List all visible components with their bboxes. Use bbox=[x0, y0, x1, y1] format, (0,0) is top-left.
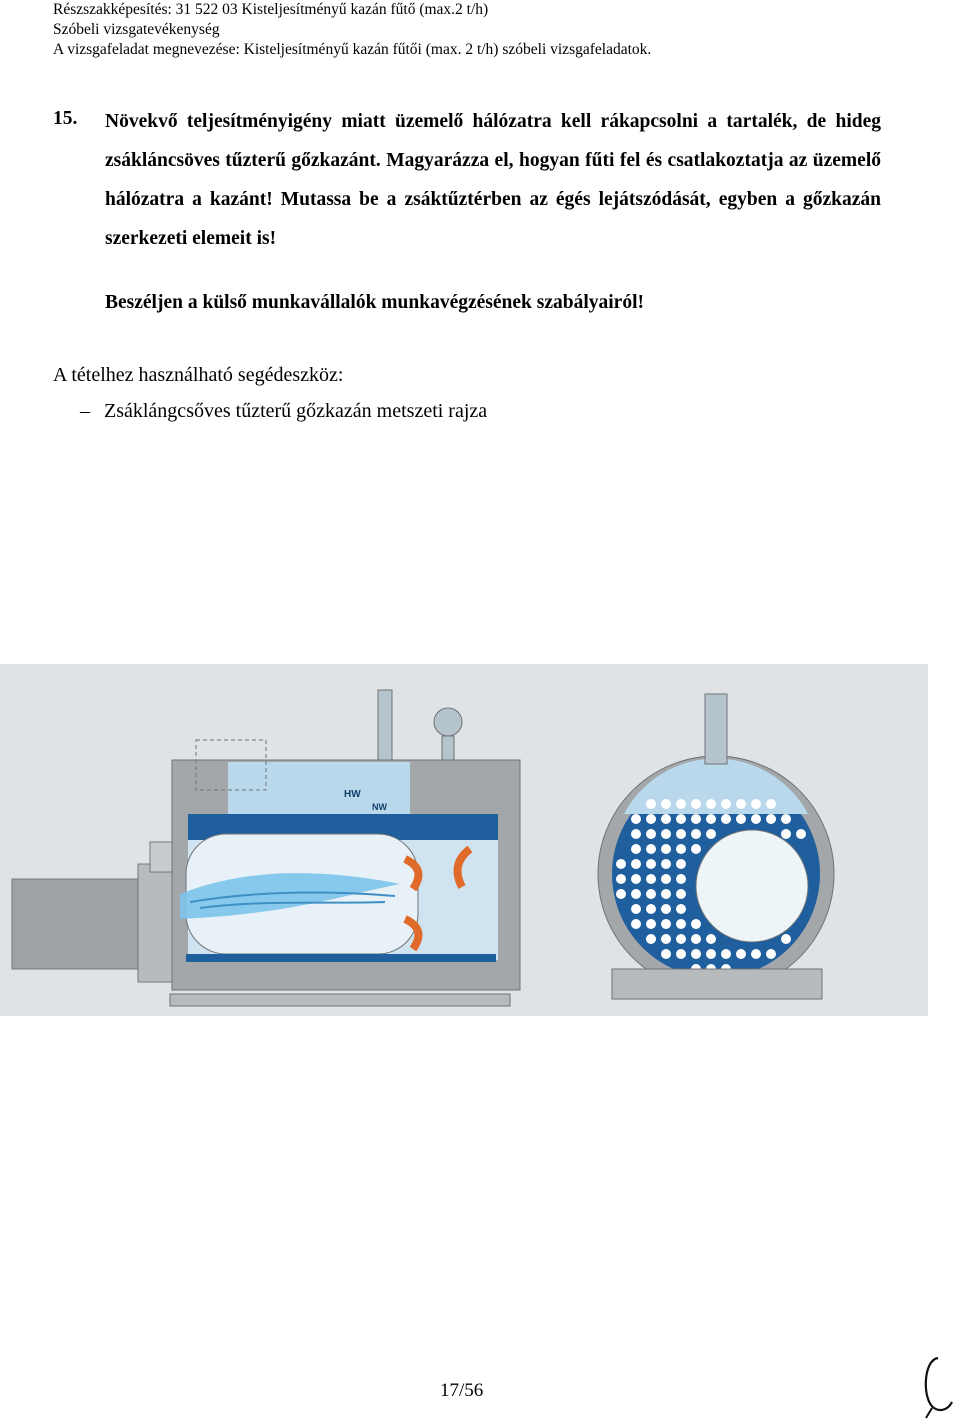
fire-tube-hole bbox=[661, 859, 671, 869]
fire-tube-hole bbox=[661, 829, 671, 839]
fire-tube-hole bbox=[661, 814, 671, 824]
fire-tube-hole bbox=[676, 919, 686, 929]
fire-tube-hole bbox=[631, 904, 641, 914]
question-number: 15. bbox=[53, 108, 78, 129]
fire-tube-hole bbox=[676, 829, 686, 839]
label-hw: HW bbox=[344, 789, 361, 800]
fire-tube-hole bbox=[691, 934, 701, 944]
fire-tube-hole bbox=[706, 814, 716, 824]
fire-tube-hole bbox=[751, 814, 761, 824]
fire-tube-hole bbox=[721, 949, 731, 959]
header-task-name: A vizsgafeladat megnevezése: Kisteljesítményű kazán fűtői (max. 2 t/h) szóbeli vizsgafeladatok. bbox=[53, 41, 652, 58]
fire-tube-hole bbox=[676, 904, 686, 914]
fire-tube-hole bbox=[796, 829, 806, 839]
fire-tube-hole bbox=[646, 814, 656, 824]
fire-tube-hole bbox=[661, 919, 671, 929]
fire-tube-hole bbox=[676, 949, 686, 959]
fire-tube-hole bbox=[646, 844, 656, 854]
fire-tube-hole bbox=[751, 949, 761, 959]
fire-tube-hole bbox=[706, 934, 716, 944]
fire-tube-hole bbox=[721, 814, 731, 824]
fire-tube-hole bbox=[646, 904, 656, 914]
fire-tube-hole bbox=[766, 949, 776, 959]
fire-tube-hole bbox=[616, 859, 626, 869]
question-extra: Beszéljen a külső munkavállalók munkavégzésének szabályairól! bbox=[105, 292, 644, 313]
fire-tube-hole bbox=[661, 889, 671, 899]
tools-item bbox=[80, 400, 487, 423]
fire-tube-hole bbox=[751, 799, 761, 809]
fire-tube-hole bbox=[631, 829, 641, 839]
fire-tube-hole bbox=[661, 949, 671, 959]
fire-tube-hole bbox=[706, 829, 716, 839]
fire-tube-hole bbox=[676, 934, 686, 944]
boiler-section-drawing bbox=[0, 664, 928, 1016]
fire-tube-hole bbox=[676, 859, 686, 869]
fire-tube-hole bbox=[661, 904, 671, 914]
fire-tube-hole bbox=[631, 859, 641, 869]
fire-tube-hole bbox=[631, 919, 641, 929]
fire-tube-hole bbox=[631, 844, 641, 854]
fire-tube-hole bbox=[781, 934, 791, 944]
fire-tube-hole bbox=[661, 874, 671, 884]
fire-tube-hole bbox=[766, 814, 776, 824]
tools-heading: A tételhez használható segédeszköz: bbox=[53, 364, 344, 386]
fire-tube-hole bbox=[631, 874, 641, 884]
fire-tube-hole bbox=[781, 829, 791, 839]
fire-tube-hole bbox=[736, 814, 746, 824]
header-qualification: Részszakképesítés: 31 522 03 Kisteljesítményű kazán fűtő (max.2 t/h) bbox=[53, 1, 489, 18]
fire-tube-hole bbox=[706, 799, 716, 809]
fire-tube-hole bbox=[691, 949, 701, 959]
signature bbox=[918, 1350, 956, 1420]
fire-tube-hole bbox=[706, 949, 716, 959]
list-dash: – bbox=[80, 400, 90, 422]
page-number: 17/56 bbox=[440, 1380, 484, 1401]
fire-tube-hole bbox=[646, 829, 656, 839]
fire-tube-hole bbox=[646, 874, 656, 884]
fire-tube-hole bbox=[631, 814, 641, 824]
fire-tube-hole bbox=[646, 799, 656, 809]
fire-tube-hole bbox=[631, 889, 641, 899]
label-nw: NW bbox=[372, 802, 387, 812]
fire-tube-hole bbox=[646, 859, 656, 869]
fire-tube-hole bbox=[676, 844, 686, 854]
fire-tube-hole bbox=[646, 889, 656, 899]
fire-tube-hole bbox=[691, 814, 701, 824]
fire-tube-hole bbox=[616, 889, 626, 899]
question-text bbox=[105, 102, 881, 258]
fire-tube-hole bbox=[691, 844, 701, 854]
fire-tube-hole bbox=[736, 949, 746, 959]
fire-tube-hole bbox=[676, 889, 686, 899]
fire-tube-hole bbox=[721, 799, 731, 809]
fire-tube-hole bbox=[736, 799, 746, 809]
fire-tube-hole bbox=[691, 829, 701, 839]
question-paragraph: Növekvő teljesítményigény miatt üzemelő hálózatra kell rákapcsolni a tartalék, de hideg zsákláncsöves tűzterű gőzkazánt. Magyarázza el, hogyan fűti fel és csatlakoztatja az üzemelő hálózatra a kazánt! Mutassa be a zsáktűztérben az égés lejátszódását, egyben a gőzkazán szerkezeti elemeit is! bbox=[105, 111, 881, 249]
fire-tube-hole bbox=[646, 934, 656, 944]
fire-tube-hole bbox=[661, 844, 671, 854]
tools-item-text: Zsáklángcsőves tűzterű gőzkazán metszeti rajza bbox=[104, 400, 488, 422]
header-activity: Szóbeli vizsgatevékenység bbox=[53, 21, 220, 38]
fire-tube-hole bbox=[676, 814, 686, 824]
fire-tube-hole bbox=[616, 874, 626, 884]
fire-tube-hole bbox=[661, 799, 671, 809]
fire-tube-hole bbox=[691, 919, 701, 929]
fire-tube-hole bbox=[766, 799, 776, 809]
fire-tube-hole bbox=[661, 934, 671, 944]
fire-tube-hole bbox=[691, 799, 701, 809]
fire-tube-hole bbox=[676, 874, 686, 884]
fire-tube-hole bbox=[646, 919, 656, 929]
fire-tube-hole bbox=[781, 814, 791, 824]
fire-tube-hole bbox=[676, 799, 686, 809]
